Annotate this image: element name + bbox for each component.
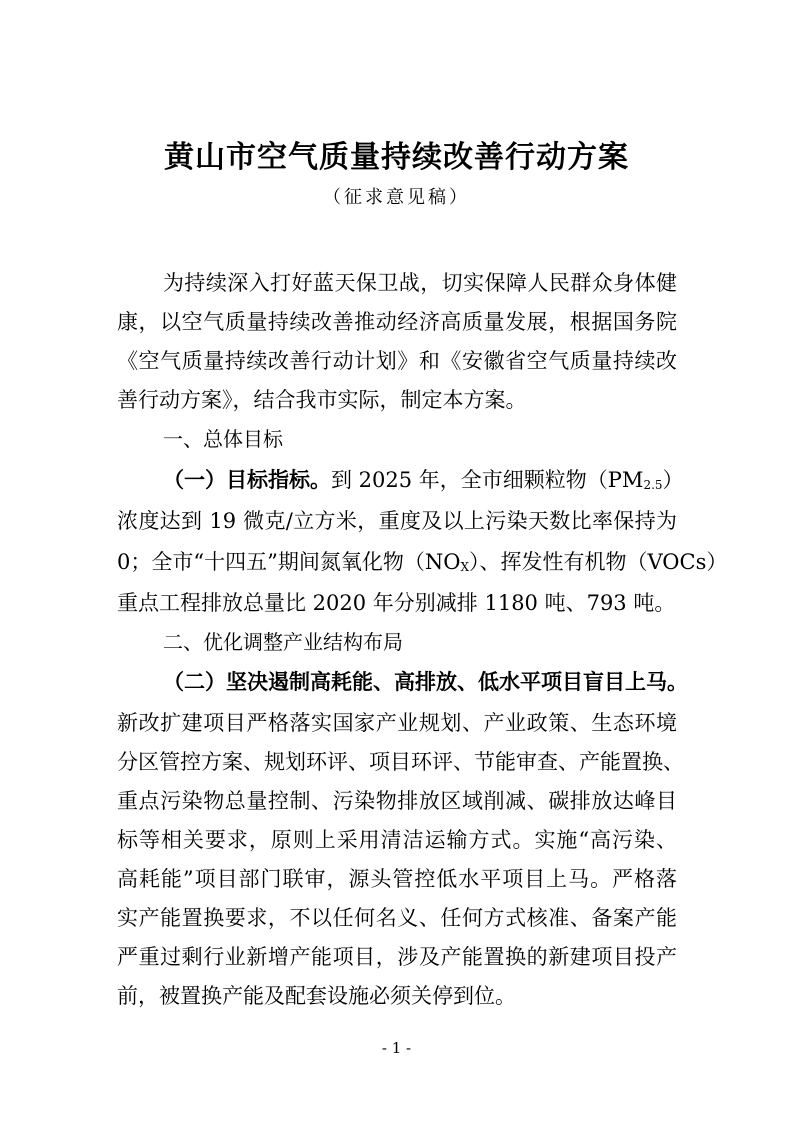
text-line: 实产能置换要求，不以任何名义、任何方式核准、备案产能	[117, 906, 677, 930]
document-subtitle: （征求意见稿）	[323, 187, 470, 208]
text-line: 前，被置换产能及配套设施必须关停到位。	[117, 984, 516, 1008]
item-label: （二）坚决遏制高耗能、高排放、低水平项目盲目上马。	[163, 670, 688, 694]
text-line	[117, 462, 684, 498]
text-line: 高耗能”项目部门联审，源头管控低水平项目上马。严格落	[117, 867, 677, 891]
item-text: 到 2025 年，全市细颗粒物（PM	[331, 468, 644, 492]
text-line: 新改扩建项目严格落实国家产业规划、产业政策、生态环境	[117, 711, 677, 735]
text-line	[117, 544, 728, 580]
section-heading-overall-goal: 一、总体目标	[163, 427, 283, 451]
text-line: 分区管控方案、规划环评、项目环评、节能审查、产能置换、	[117, 750, 684, 774]
text-line: 浓度达到 19 微克/立方米，重度及以上污染天数比率保持为	[117, 509, 677, 533]
section-heading-industry-structure: 二、优化调整产业结构布局	[163, 630, 403, 654]
text-line: 重点工程排放总量比 2020 年分别减排 1180 吨、793 吨。	[117, 591, 676, 615]
text-line: 《空气质量持续改善行动计划》和《安徽省空气质量持续改	[117, 349, 677, 373]
subscript: 2.5	[643, 478, 663, 492]
item-text: 0；全市“十四五”期间氮氧化物（NO	[117, 550, 461, 574]
text-line: 重点污染物总量控制、污染物排放区域削减、碳排放达峰目	[117, 789, 677, 813]
item-text: ）	[662, 468, 684, 492]
text-line: 康，以空气质量持续改善推动经济高质量发展，根据国务院	[117, 310, 677, 334]
page-number: - 1 -	[381, 1039, 412, 1057]
document-title: 黄山市空气质量持续改善行动方案	[164, 140, 629, 175]
text-line: 标等相关要求，原则上采用清洁运输方式。实施“高污染、	[117, 828, 677, 852]
item-text: ）、挥发性有机物（VOCs）	[468, 550, 728, 574]
text-line: 为持续深入打好蓝天保卫战，切实保障人民群众身体健	[163, 271, 677, 295]
text-line: 善行动方案》，结合我市实际，制定本方案。	[117, 388, 527, 412]
subscript: X	[460, 560, 469, 574]
text-line: 严重过剩行业新增产能项目，涉及产能置换的新建项目投产	[117, 945, 677, 969]
item-label: （一）目标指标。	[163, 468, 331, 492]
